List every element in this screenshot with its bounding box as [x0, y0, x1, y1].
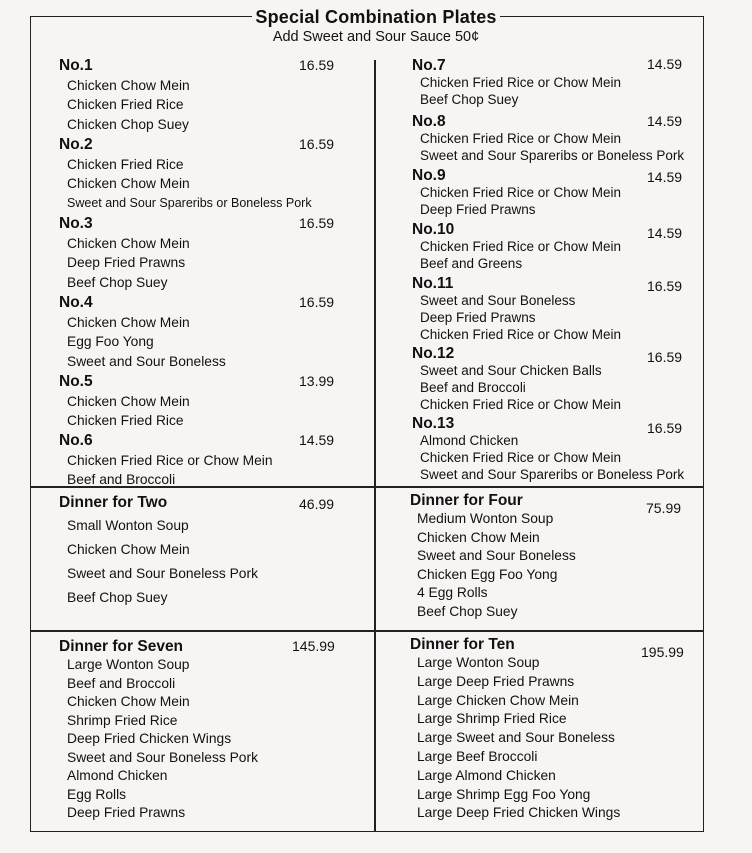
plate-item: Chicken Fried Rice or Chow Mein: [420, 396, 622, 412]
page-subtitle: Add Sweet and Sour Sauce 50¢: [272, 29, 480, 45]
plate-item: Chicken Chow Mein: [67, 176, 190, 192]
dinner-item: 4 Egg Rolls: [417, 585, 488, 600]
dinner-item: Small Wonton Soup: [67, 518, 189, 533]
plate-price: 14.59: [299, 432, 335, 448]
plate-heading: No.11: [412, 275, 454, 292]
plate-item: Sweet and Sour Spareribs or Boneless Pork: [420, 466, 685, 482]
plate-price: 16.59: [647, 420, 683, 436]
plate-item: Chicken Chow Mein: [67, 236, 190, 251]
dinner-item: Egg Rolls: [67, 786, 127, 802]
plate-item: Deep Fried Prawns: [67, 255, 186, 271]
plate-item: Chicken Fried Rice or Chow Mein: [67, 453, 273, 468]
plate-item: Sweet and Sour Chicken Balls: [420, 363, 602, 378]
dinner-item: Beef and Broccoli: [67, 675, 176, 691]
dinner-item: Large Wonton Soup: [67, 657, 190, 672]
dinner-heading: Dinner for Two: [59, 494, 168, 511]
plate-price: 16.59: [647, 349, 683, 365]
dinner-item: Medium Wonton Soup: [417, 511, 554, 526]
plate-item: Chicken Chop Suey: [67, 116, 189, 132]
dinner-price: 145.99: [292, 638, 335, 654]
plate-item: Chicken Fried Rice or Chow Mein: [420, 239, 622, 254]
dinner-item: Large Chicken Chow Mein: [417, 692, 579, 708]
plate-item: Chicken Chow Mein: [67, 394, 190, 409]
plate-item: Sweet and Sour Spareribs or Boneless Pork: [67, 195, 312, 210]
plate-item: Sweet and Sour Boneless: [67, 353, 226, 369]
plate-item: Sweet and Sour Boneless: [420, 293, 576, 308]
dinner-item: Deep Fried Prawns: [67, 805, 186, 820]
plate-heading: No.7: [412, 57, 446, 74]
plate-heading: No.12: [412, 345, 455, 362]
plate-heading: No.6: [59, 432, 93, 449]
plate-price: 14.59: [647, 56, 683, 72]
divider-dinners: [30, 630, 704, 632]
plate-item: Beef Chop Suey: [67, 274, 168, 290]
plate-heading: No.4: [59, 294, 93, 311]
plate-item: Chicken Fried Rice or Chow Mein: [420, 131, 622, 146]
plate-item: Chicken Fried Rice: [67, 97, 184, 113]
plate-item: Chicken Chow Mein: [67, 78, 190, 93]
dinner-heading: Dinner for Ten: [410, 636, 515, 653]
plate-item: Chicken Fried Rice or Chow Mein: [420, 75, 622, 90]
dinner-item: Large Almond Chicken: [417, 767, 556, 783]
dinner-item: Large Shrimp Egg Foo Yong: [417, 786, 591, 802]
plate-item: Chicken Chow Mein: [67, 315, 190, 330]
dinner-price: 195.99: [641, 644, 684, 660]
plate-heading: No.10: [412, 221, 455, 238]
dinner-item: Chicken Chow Mein: [67, 542, 190, 558]
plate-heading: No.3: [59, 215, 93, 232]
plate-item: Chicken Fried Rice: [67, 413, 184, 429]
dinner-heading: Dinner for Four: [410, 492, 523, 509]
plate-price: 16.59: [299, 57, 335, 73]
plate-item: Beef and Greens: [420, 255, 523, 271]
dinner-item: Sweet and Sour Boneless Pork: [67, 749, 258, 765]
plate-heading: No.8: [412, 113, 446, 130]
dinner-item: Deep Fried Chicken Wings: [67, 731, 232, 746]
dinner-item: Large Deep Fried Prawns: [417, 673, 575, 689]
plate-item: Chicken Fried Rice or Chow Mein: [420, 449, 622, 465]
dinner-item: Large Deep Fried Chicken Wings: [417, 805, 621, 821]
plate-item: Beef and Broccoli: [420, 379, 526, 395]
plate-price: 16.59: [647, 278, 683, 294]
dinner-price: 75.99: [646, 500, 682, 516]
dinner-item: Large Beef Broccoli: [417, 749, 538, 764]
dinner-item: Chicken Egg Foo Yong: [417, 566, 558, 582]
plate-price: 13.99: [299, 373, 335, 389]
dinner-item: Large Wonton Soup: [417, 655, 540, 670]
dinner-item: Beef Chop Suey: [67, 590, 168, 606]
plate-item: Deep Fried Prawns: [420, 201, 536, 217]
center-divider: [374, 60, 376, 832]
dinner-item: Large Sweet and Sour Boneless: [417, 730, 615, 746]
plate-item: Chicken Fried Rice or Chow Mein: [420, 326, 622, 342]
plate-heading: No.5: [59, 373, 93, 390]
dinner-item: Large Shrimp Fried Rice: [417, 711, 567, 727]
plate-item: Sweet and Sour Spareribs or Boneless Pork: [420, 147, 685, 163]
plate-item: Chicken Fried Rice: [67, 157, 184, 172]
plate-heading: No.2: [59, 136, 93, 153]
plate-item: Chicken Fried Rice or Chow Mein: [420, 185, 622, 200]
page-title: Special Combination Plates: [255, 7, 497, 27]
dinner-item: Sweet and Sour Boneless Pork: [67, 566, 258, 582]
dinner-price: 46.99: [299, 496, 335, 512]
plate-price: 14.59: [647, 113, 683, 129]
plate-item: Egg Foo Yong: [67, 334, 154, 350]
plate-item: Almond Chicken: [420, 433, 519, 448]
plate-item: Beef Chop Suey: [420, 91, 519, 107]
plate-heading: No.1: [59, 57, 93, 74]
plate-price: 14.59: [647, 225, 683, 241]
plate-price: 16.59: [299, 136, 335, 152]
plate-item: Deep Fried Prawns: [420, 309, 536, 325]
dinner-item: Shrimp Fried Rice: [67, 712, 178, 728]
title-block: [252, 6, 500, 46]
dinner-item: Sweet and Sour Boneless: [417, 548, 576, 563]
plate-item: Beef and Broccoli: [67, 472, 176, 488]
dinner-item: Almond Chicken: [67, 768, 168, 783]
plate-heading: No.13: [412, 415, 455, 432]
dinner-heading: Dinner for Seven: [59, 638, 184, 655]
plate-price: 14.59: [647, 169, 683, 185]
dinner-item: Beef Chop Suey: [417, 603, 518, 619]
plate-price: 16.59: [299, 294, 335, 310]
plate-heading: No.9: [412, 167, 446, 184]
dinner-item: Chicken Chow Mein: [417, 529, 540, 545]
plate-price: 16.59: [299, 215, 335, 231]
dinner-item: Chicken Chow Mein: [67, 694, 190, 709]
